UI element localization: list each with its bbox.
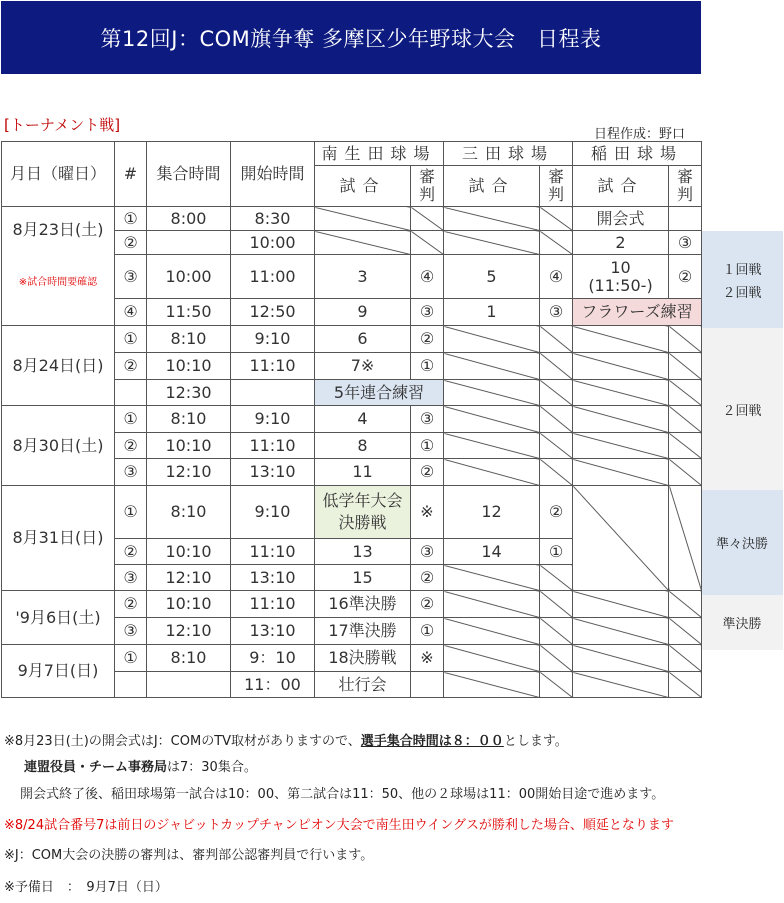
- empty-cell: [411, 672, 444, 698]
- match-number: 12: [444, 486, 540, 539]
- gather-time: [147, 231, 231, 255]
- semifinal-match: 16準決勝: [315, 591, 411, 618]
- empty-cell: [573, 326, 669, 353]
- schedule-author: 日程作成：野口: [594, 127, 686, 142]
- flowers-practice: フラワーズ練習: [573, 299, 702, 326]
- umpire-team: ②: [411, 459, 444, 486]
- header-number: #: [115, 142, 147, 207]
- start-time: 9：10: [231, 645, 315, 672]
- game-number: ①: [115, 326, 147, 353]
- match-number: 14: [444, 539, 540, 565]
- day-date: 8月30日(土): [2, 406, 115, 486]
- empty-cell: [444, 207, 540, 231]
- round-1-label: １回戦: [722, 262, 762, 278]
- empty-cell: [669, 459, 702, 486]
- umpire-team: ③: [411, 539, 444, 565]
- empty-cell: [444, 353, 540, 380]
- game-number: ②: [115, 539, 147, 565]
- empty-cell: [669, 326, 702, 353]
- empty-cell: [669, 618, 702, 645]
- game-number: ①: [115, 645, 147, 672]
- empty-cell: [540, 459, 573, 486]
- gather-time: 10:10: [147, 591, 231, 618]
- umpire-team: ④: [540, 255, 573, 299]
- empty-cell: [573, 433, 669, 459]
- empty-cell: [540, 565, 573, 591]
- game-number: ③: [115, 255, 147, 299]
- start-time: 11:10: [231, 353, 315, 380]
- note-2: [24, 761, 257, 774]
- empty-cell: [540, 231, 573, 255]
- umpire-team: ③: [411, 406, 444, 433]
- game-number: ④: [115, 299, 147, 326]
- round-2-label-a: ２回戦: [722, 285, 762, 301]
- empty-cell: [669, 406, 702, 433]
- empty-cell: [540, 406, 573, 433]
- match-number: 15: [315, 565, 411, 591]
- gather-time: 12:10: [147, 459, 231, 486]
- empty-cell: [669, 591, 702, 618]
- match-number-main: 10: [610, 257, 631, 277]
- header-start-time: 開始時間: [231, 142, 315, 207]
- match-number: 9: [315, 299, 411, 326]
- empty-cell: [540, 618, 573, 645]
- empty-cell: [444, 645, 540, 672]
- match-number: 8: [315, 433, 411, 459]
- start-time: 11:00: [231, 255, 315, 299]
- start-time: 9:10: [231, 406, 315, 433]
- header-venue-inada: 稲田球場: [573, 142, 702, 166]
- empty-cell: [573, 353, 669, 380]
- umpire-team: ②: [411, 326, 444, 353]
- start-time: 13:10: [231, 459, 315, 486]
- start-time: 11:10: [231, 539, 315, 565]
- day-date: 8月23日(土): [12, 220, 104, 239]
- round-label-2: [701, 328, 783, 490]
- umpire-team: ③: [411, 299, 444, 326]
- gather-time: [147, 672, 231, 698]
- umpire-team: ①: [411, 353, 444, 380]
- umpire-team: ※: [411, 486, 444, 539]
- game-number: ①: [115, 406, 147, 433]
- empty-cell: [540, 380, 573, 406]
- empty-cell: [540, 207, 573, 231]
- match-number: 4: [315, 406, 411, 433]
- note-1: [4, 735, 568, 748]
- header-match: 試合: [444, 166, 540, 207]
- empty-cell: [444, 591, 540, 618]
- header-venue-mita: 三田球場: [444, 142, 573, 166]
- empty-cell: [573, 406, 669, 433]
- match-number: 1: [444, 299, 540, 326]
- match-time-note: (11:50-): [588, 275, 653, 295]
- game-number: ②: [115, 231, 147, 255]
- empty-cell: [573, 618, 669, 645]
- empty-cell: [444, 380, 540, 406]
- umpire-team: ②: [669, 255, 702, 299]
- gather-time: 11:50: [147, 299, 231, 326]
- gather-time: 10:00: [147, 255, 231, 299]
- empty-cell: [573, 591, 669, 618]
- empty-cell: [411, 207, 444, 231]
- junior-final: [315, 486, 411, 539]
- start-time: 9:10: [231, 326, 315, 353]
- umpire-team: ①: [411, 433, 444, 459]
- gather-time: 12:10: [147, 565, 231, 591]
- semifinal-label: 準決勝: [722, 617, 762, 632]
- game-number: ②: [115, 353, 147, 380]
- joint-practice: 5年連合練習: [315, 380, 444, 406]
- empty-cell: [669, 672, 702, 698]
- empty-cell: [669, 353, 702, 380]
- note-2-text: は7：30集合。: [167, 760, 257, 775]
- umpire-team: ①: [411, 618, 444, 645]
- junior-final-line2: 決勝戦: [338, 513, 387, 532]
- quarterfinal-label: 準々決勝: [715, 537, 768, 552]
- round-label-qf: [701, 490, 783, 595]
- empty-cell: [573, 645, 669, 672]
- empty-cell: [540, 433, 573, 459]
- umpire-team: ※: [411, 645, 444, 672]
- game-number: ①: [115, 207, 147, 231]
- game-number: [115, 672, 147, 698]
- round-2-label: ２回戦: [722, 403, 762, 419]
- header-gather-time: 集合時間: [147, 142, 231, 207]
- semifinal-match: 17準決勝: [315, 618, 411, 645]
- empty-cell: [444, 326, 540, 353]
- empty-cell: [573, 486, 669, 591]
- empty-cell: [444, 618, 540, 645]
- empty-cell: [669, 645, 702, 672]
- umpire-team: ②: [411, 565, 444, 591]
- empty-cell: [444, 231, 540, 255]
- junior-final-line1: 低学年大会: [322, 491, 403, 511]
- start-time: 13:10: [231, 565, 315, 591]
- empty-cell: [411, 231, 444, 255]
- header-match: 試合: [315, 166, 411, 207]
- tournament-label: [トーナメント戦]: [4, 116, 121, 134]
- empty-cell: [315, 207, 411, 231]
- empty-cell: [540, 645, 573, 672]
- gather-time: 10:10: [147, 353, 231, 380]
- header-umpire: 審 判: [669, 166, 702, 207]
- game-number: [115, 380, 147, 406]
- empty-cell: [573, 672, 669, 698]
- empty-cell: [573, 380, 669, 406]
- day-date: 8月31日(日): [2, 486, 115, 591]
- note-6: ※予備日 ： 9月7日（日）: [4, 880, 168, 895]
- page-title: 第12回J：COM旗争奪 多摩区少年野球大会 日程表: [1, 1, 701, 74]
- day-date: '9月6日(土): [2, 591, 115, 645]
- empty-cell: [540, 591, 573, 618]
- game-number: ③: [115, 459, 147, 486]
- start-time: 11:10: [231, 433, 315, 459]
- game-number: ③: [115, 565, 147, 591]
- gather-time: 8:00: [147, 207, 231, 231]
- schedule-table: [1, 141, 702, 698]
- gather-time: 12:10: [147, 618, 231, 645]
- empty-cell: [444, 672, 540, 698]
- note-1-emphasis: 選手集合時間は８：００: [360, 734, 504, 749]
- day-date: 8月24日(日): [2, 326, 115, 406]
- match-number: 5: [444, 255, 540, 299]
- game-number: ②: [115, 433, 147, 459]
- header-umpire: 審 判: [411, 166, 444, 207]
- match-number: [573, 255, 669, 299]
- start-time: 12:50: [231, 299, 315, 326]
- send-off-party: 壮行会: [315, 672, 411, 698]
- umpire-team: ①: [540, 539, 573, 565]
- gather-time: 10:10: [147, 539, 231, 565]
- game-number: ③: [115, 618, 147, 645]
- start-time: 11:10: [231, 591, 315, 618]
- empty-cell: [444, 433, 540, 459]
- umpire-team: ③: [540, 299, 573, 326]
- empty-cell: [540, 353, 573, 380]
- note-1-text: ※8月23日(土)の開会式はJ：COMのTV取材がありますので、: [4, 734, 361, 749]
- empty-cell: [669, 433, 702, 459]
- start-time: [231, 380, 315, 406]
- header-umpire: 審 判: [540, 166, 573, 207]
- header-date: 月日（曜日）: [2, 142, 115, 207]
- empty-cell: [315, 231, 411, 255]
- start-time: 13:10: [231, 618, 315, 645]
- match-number: 13: [315, 539, 411, 565]
- umpire-team: ③: [669, 231, 702, 255]
- opening-ceremony: 開会式: [573, 207, 669, 231]
- game-number: ②: [115, 591, 147, 618]
- empty-cell: [540, 672, 573, 698]
- start-time: 9:10: [231, 486, 315, 539]
- empty-cell: [540, 326, 573, 353]
- empty-cell: [669, 486, 702, 591]
- empty-cell: [444, 565, 540, 591]
- start-time: 10:00: [231, 231, 315, 255]
- empty-cell: [669, 207, 702, 231]
- match-number: 11: [315, 459, 411, 486]
- note-2-emphasis: 連盟役員・チーム事務局: [24, 760, 168, 775]
- match-number: 6: [315, 326, 411, 353]
- time-check-note: ※試合時間要確認: [18, 277, 98, 288]
- gather-time: 8:10: [147, 645, 231, 672]
- umpire-team: ④: [411, 255, 444, 299]
- header-venue-minami-ikuta: 南生田球場: [315, 142, 444, 166]
- note-1-end: とします。: [503, 734, 568, 749]
- start-time: 8:30: [231, 207, 315, 231]
- gather-time: 10:10: [147, 433, 231, 459]
- header-match: 試合: [573, 166, 669, 207]
- round-label-sf: [701, 595, 783, 650]
- note-5: ※J：COM大会の決勝の審判は、審判部公認審判員で行います。: [4, 848, 374, 863]
- gather-time: 12:30: [147, 380, 231, 406]
- gather-time: 8:10: [147, 486, 231, 539]
- note-3: 開会式終了後、稲田球場第一試合は10：00、第二試合は11：50、他の２球場は11：00開始目途で進めます。: [20, 787, 665, 802]
- round-label-1: [701, 231, 783, 328]
- game-number: ①: [115, 486, 147, 539]
- start-time: 11：00: [231, 672, 315, 698]
- note-4: ※8/24試合番号7は前日のジャビットカップチャンピオン大会で南生田ウイングスが勝利した場合、順延となります: [4, 818, 674, 833]
- umpire-team: ②: [540, 486, 573, 539]
- empty-cell: [444, 459, 540, 486]
- umpire-team: ②: [411, 591, 444, 618]
- gather-time: 8:10: [147, 406, 231, 433]
- gather-time: 8:10: [147, 326, 231, 353]
- day-date: 9月7日(日): [2, 645, 115, 698]
- empty-cell: [573, 459, 669, 486]
- empty-cell: [444, 406, 540, 433]
- empty-cell: [669, 380, 702, 406]
- match-number: 2: [573, 231, 669, 255]
- final-match: 18決勝戦: [315, 645, 411, 672]
- match-number: 7※: [315, 353, 411, 380]
- day-cell: [2, 207, 115, 326]
- match-number: 3: [315, 255, 411, 299]
